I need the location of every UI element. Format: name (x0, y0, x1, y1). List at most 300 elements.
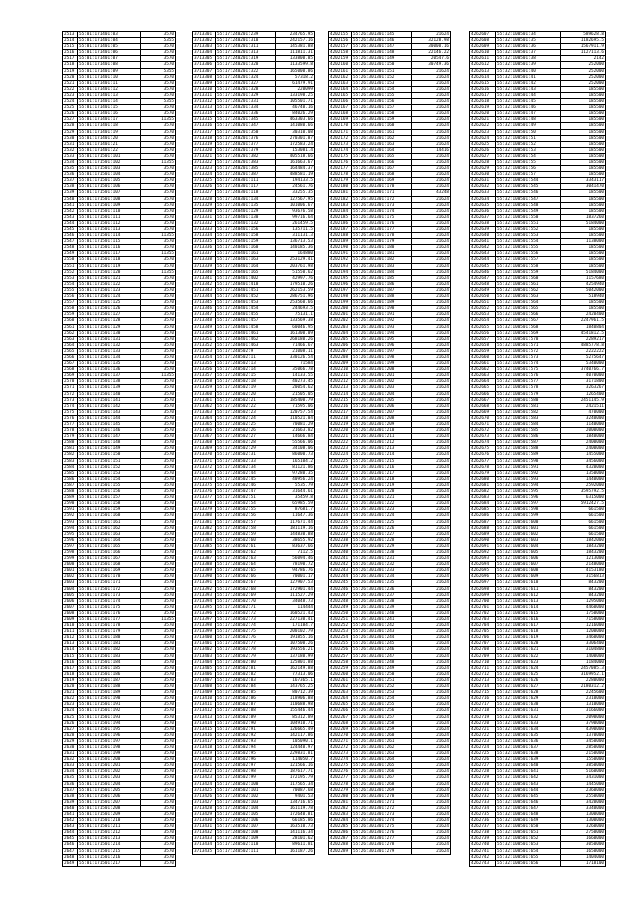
cadastral-number-cell: 55:01:171501:152 (78, 464, 141, 470)
row-number-cell: 3713311 (193, 92, 216, 98)
value-cell: 104910.71 (276, 720, 315, 726)
table-row (193, 428, 315, 434)
cadastral-number-cell: 55:26:301301:263 (352, 751, 412, 757)
row-number-cell: 4262690 (470, 537, 496, 543)
table-row (193, 281, 315, 287)
row-number-cell: 4262740 (470, 842, 496, 848)
table-row (193, 409, 315, 415)
row-number-cell: 3713423 (193, 775, 216, 781)
cadastral-number-cell: 55:01:171501:129 (78, 324, 141, 330)
row-number-cell: 4202244 (329, 574, 352, 580)
cadastral-number-cell: 55:32:100501:654 (496, 848, 561, 854)
cadastral-number-cell: 55:32:100501:603 (496, 537, 561, 543)
row-number-cell: 4202222 (329, 440, 352, 446)
cadastral-number-cell: 55:17:240502:83 (216, 677, 276, 683)
value-cell: 21624 (412, 397, 451, 403)
value-cell: 3570 (141, 361, 176, 367)
row-number-cell: 2609 (63, 617, 78, 623)
cadastral-number-cell: 55:32:100501:56 (496, 166, 561, 172)
value-cell: 3570 (141, 549, 176, 555)
table-row (193, 617, 315, 623)
row-number-cell: 4202191 (329, 251, 352, 257)
cadastral-number-cell: 55:01:171401:16 (78, 111, 141, 117)
value-cell: 3570 (141, 665, 176, 671)
cadastral-number-cell: 55:17:240201:385 (216, 166, 276, 172)
cadastral-number-cell: 55:26:301301:211 (352, 434, 412, 440)
cadastral-number-cell: 55:17:240502:61 (216, 543, 276, 549)
table-row (193, 129, 315, 135)
row-number-cell: 2640 (63, 805, 78, 811)
table-row (193, 434, 315, 440)
row-number-cell: 2611 (63, 629, 78, 635)
table-column-4 (469, 31, 606, 867)
row-number-cell: 4262718 (470, 708, 496, 714)
cadastral-number-cell: 55:01:171501:157 (78, 495, 141, 501)
cadastral-number-cell: 55:01:171501:149 (78, 446, 141, 452)
row-number-cell: 4202165 (329, 92, 352, 98)
row-number-cell: 2598 (63, 549, 78, 555)
value-cell: 3570 (141, 543, 176, 549)
value-cell: 21624 (412, 763, 451, 769)
value-cell: 21624 (412, 647, 451, 653)
cadastral-number-cell: 55:26:301301:245 (352, 641, 412, 647)
cadastral-number-cell: 55:01:171401:21 (78, 141, 141, 147)
value-cell: 21624 (412, 233, 451, 239)
table-row (193, 531, 315, 537)
value-cell: 21624 (412, 531, 451, 537)
row-number-cell: 4262687 (470, 519, 496, 525)
row-number-cell: 2606 (63, 598, 78, 604)
value-cell: 3570 (141, 245, 176, 251)
value-cell: 268180.26 (276, 336, 315, 342)
cadastral-number-cell: 55:17:240502:109 (216, 836, 276, 842)
cadastral-number-cell: 55:01:171501:187 (78, 677, 141, 683)
cadastral-number-cell: 55:26:301301:217 (352, 470, 412, 476)
table-row (193, 385, 315, 391)
table-row (193, 105, 315, 111)
value-cell: 3570 (141, 141, 176, 147)
row-number-cell: 4202179 (329, 178, 352, 184)
cadastral-number-cell: 55:32:100501:639 (496, 757, 561, 763)
cadastral-number-cell: 55:26:301301:182 (352, 257, 412, 263)
row-number-cell: 4262629 (470, 166, 496, 172)
value-cell: 185500 (561, 147, 606, 153)
value-cell: 161187.26 (276, 848, 315, 854)
cadastral-number-cell: 55:01:171501:197 (78, 738, 141, 744)
cadastral-number-cell: 55:32:100501:34 (496, 32, 561, 38)
table-row (193, 373, 315, 379)
row-number-cell: 2577 (63, 422, 78, 428)
value-cell: 194133.5 (276, 178, 315, 184)
cadastral-number-cell: 55:32:100501:625 (496, 671, 561, 677)
row-number-cell: 3713391 (193, 580, 216, 586)
row-number-cell: 3713332 (193, 220, 216, 226)
cadastral-number-cell: 55:17:240502:64 (216, 562, 276, 568)
value-cell: 21624 (412, 294, 451, 300)
value-cell: 21624 (412, 677, 451, 683)
value-cell: 21624 (412, 415, 451, 421)
value-cell: 21624 (412, 769, 451, 775)
table-row (193, 623, 315, 629)
cadastral-number-cell: 55:26:301301:252 (352, 684, 412, 690)
table-row (193, 830, 315, 836)
row-number-cell: 4262697 (470, 580, 496, 586)
row-number-cell: 3713355 (193, 361, 216, 367)
row-number-cell: 4262625 (470, 141, 496, 147)
cadastral-number-cell: 55:01:171501:119 (78, 263, 141, 269)
value-cell: 21624 (412, 403, 451, 409)
row-number-cell: 3713396 (193, 610, 216, 616)
cadastral-number-cell: 55:32:100501:42 (496, 80, 561, 86)
cadastral-number-cell: 55:17:240201:382 (216, 153, 276, 159)
value-cell: 21624 (412, 354, 451, 360)
value-cell: 3570 (141, 336, 176, 342)
value-cell: 70087.68 (276, 787, 315, 793)
cadastral-number-cell: 55:32:100501:555 (496, 245, 561, 251)
row-number-cell: 3713365 (193, 422, 216, 428)
value-cell: 21624 (412, 482, 451, 488)
value-cell: 1350000 (561, 470, 606, 476)
row-number-cell: 4262609 (470, 44, 496, 50)
cadastral-number-cell: 55:26:301301:216 (352, 464, 412, 470)
value-cell: 133198.25 (276, 92, 315, 98)
row-number-cell: 2580 (63, 440, 78, 446)
value-cell: 21624 (412, 263, 451, 269)
cadastral-number-cell: 55:01:171501:141 (78, 397, 141, 403)
row-number-cell: 3713347 (193, 312, 216, 318)
value-cell: 330126.54 (276, 354, 315, 360)
value-cell: 3570 (141, 434, 176, 440)
cadastral-number-cell: 55:32:100501:582 (496, 409, 561, 415)
cadastral-number-cell: 55:32:100501:592 (496, 470, 561, 476)
row-number-cell: 4202255 (329, 641, 352, 647)
value-cell: 3570 (141, 696, 176, 702)
value-cell: 3570 (141, 330, 176, 336)
row-number-cell: 4262612 (470, 62, 496, 68)
value-cell: 1310000 (561, 702, 606, 708)
cadastral-number-cell: 55:26:301301:196 (352, 342, 412, 348)
value-cell: 185500 (561, 306, 606, 312)
cadastral-number-cell: 55:17:240201:329 (216, 92, 276, 98)
value-cell: 21624 (412, 324, 451, 330)
row-number-cell: 4262615 (470, 80, 496, 86)
cadastral-number-cell: 55:01:171401:12 (78, 86, 141, 92)
cadastral-number-cell: 55:26:301301:169 (352, 178, 412, 184)
cadastral-number-cell: 55:01:171501:144 (78, 415, 141, 421)
cadastral-number-cell: 55:17:240502:11 (216, 354, 276, 360)
cadastral-number-cell: 55:32:100501:642 (496, 775, 561, 781)
value-cell: 5912427.5 (561, 501, 606, 507)
cadastral-number-cell: 55:32:100501:43 (496, 86, 561, 92)
row-number-cell: 4202245 (329, 580, 352, 586)
cadastral-number-cell: 55:01:171501:140 (78, 391, 141, 397)
value-cell: 3456000 (561, 458, 606, 464)
row-number-cell: 4262742 (470, 854, 496, 860)
table-row (193, 738, 315, 744)
row-number-cell: 2642 (63, 818, 78, 824)
row-number-cell: 4262655 (470, 324, 496, 330)
table-row (193, 513, 315, 519)
table-row (193, 720, 315, 726)
cadastral-number-cell: 55:26:301301:224 (352, 513, 412, 519)
row-number-cell: 2590 (63, 501, 78, 507)
value-cell: 3570 (141, 586, 176, 592)
row-number-cell: 2592 (63, 513, 78, 519)
row-number-cell: 2548 (63, 245, 78, 251)
table-row (193, 147, 315, 153)
cadastral-number-cell: 55:32:100501:559 (496, 269, 561, 275)
value-cell: 21624 (412, 751, 451, 757)
cadastral-number-cell: 55:26:301301:215 (352, 458, 412, 464)
value-cell: 1660000 (561, 836, 606, 842)
row-number-cell: 2573 (63, 397, 78, 403)
table-row (193, 153, 315, 159)
row-number-cell: 4262696 (470, 574, 496, 580)
cadastral-number-cell: 55:32:100501:546 (496, 190, 561, 196)
row-number-cell: 3713304 (193, 50, 216, 56)
cadastral-number-cell: 55:26:301301:234 (352, 574, 412, 580)
table-row (193, 763, 315, 769)
cadastral-number-cell: 55:32:100501:548 (496, 202, 561, 208)
row-number-cell: 3713345 (193, 300, 216, 306)
cadastral-number-cell: 55:32:100501:583 (496, 415, 561, 421)
cadastral-number-cell: 55:01:171501:105 (78, 178, 141, 184)
row-number-cell: 3713351 (193, 336, 216, 342)
cadastral-number-cell: 55:01:171501:136 (78, 367, 141, 373)
value-cell: 203761.98 (276, 263, 315, 269)
cadastral-number-cell: 55:32:100501:35 (496, 38, 561, 44)
row-number-cell: 3713325 (193, 178, 216, 184)
cadastral-number-cell: 55:32:100501:646 (496, 799, 561, 805)
row-number-cell: 2546 (63, 233, 78, 239)
row-number-cell: 2591 (63, 507, 78, 513)
cadastral-number-cell: 55:26:301301:274 (352, 818, 412, 824)
value-cell: 3263267 (561, 385, 606, 391)
cadastral-number-cell: 55:26:301301:243 (352, 629, 412, 635)
row-number-cell: 3713313 (193, 105, 216, 111)
cadastral-number-cell: 55:17:240502:93 (216, 738, 276, 744)
row-number-cell: 4262652 (470, 306, 496, 312)
row-number-cell: 4262699 (470, 592, 496, 598)
row-number-cell: 4262672 (470, 428, 496, 434)
row-number-cell: 4202192 (329, 257, 352, 263)
row-number-cell: 4262639 (470, 227, 496, 233)
row-number-cell: 3713405 (193, 665, 216, 671)
row-number-cell: 2617 (63, 665, 78, 671)
value-cell: 21624 (412, 342, 451, 348)
cadastral-number-cell: 55:17:240502:70 (216, 598, 276, 604)
value-cell: 11355 (141, 251, 176, 257)
value-cell: 1138000 (561, 239, 606, 245)
cadastral-number-cell: 55:17:240401:451 (216, 287, 276, 293)
cadastral-number-cell: 55:01:171501:131 (78, 336, 141, 342)
table-row (329, 50, 451, 56)
row-number-cell: 2569 (63, 373, 78, 379)
cadastral-number-cell: 55:01:171501:122 (78, 281, 141, 287)
table-row (193, 227, 315, 233)
cadastral-number-cell: 55:32:100501:595 (496, 489, 561, 495)
row-number-cell: 4202233 (329, 507, 352, 513)
cadastral-number-cell: 55:17:240502:98 (216, 769, 276, 775)
cadastral-number-cell: 55:17:240301:135 (216, 202, 276, 208)
value-cell: 3570 (141, 501, 176, 507)
cadastral-number-cell: 55:01:171501:126 (78, 306, 141, 312)
value-cell: 11355 (141, 233, 176, 239)
row-number-cell: 4262621 (470, 117, 496, 123)
row-number-cell: 2532 (63, 147, 78, 153)
row-number-cell: 3713410 (193, 696, 216, 702)
row-number-cell: 4202266 (329, 708, 352, 714)
cadastral-number-cell: 55:32:100501:630 (496, 702, 561, 708)
row-number-cell: 4262736 (470, 818, 496, 824)
row-number-cell: 2533 (63, 153, 78, 159)
cadastral-number-cell: 55:17:240502:85 (216, 690, 276, 696)
cadastral-number-cell: 55:01:171401:14 (78, 99, 141, 105)
row-number-cell: 4202201 (329, 312, 352, 318)
cadastral-number-cell: 55:32:100501:645 (496, 793, 561, 799)
cadastral-number-cell: 55:26:301301:229 (352, 543, 412, 549)
cadastral-number-cell: 55:32:100501:641 (496, 769, 561, 775)
cadastral-number-cell: 55:01:171501:108 (78, 196, 141, 202)
row-number-cell: 3713337 (193, 251, 216, 257)
row-number-cell: 3713301 (193, 32, 216, 38)
cadastral-number-cell: 55:01:171501:117 (78, 251, 141, 257)
value-cell: 843200 (561, 592, 606, 598)
row-number-cell: 2607 (63, 604, 78, 610)
cadastral-number-cell: 55:32:100501:597 (496, 501, 561, 507)
row-number-cell: 2605 (63, 592, 78, 598)
value-cell: 3570 (141, 56, 176, 62)
row-number-cell: 4262668 (470, 403, 496, 409)
cadastral-number-cell: 55:32:100501:629 (496, 696, 561, 702)
cadastral-number-cell: 55:32:100501:600 (496, 519, 561, 525)
value-cell: 3570 (141, 732, 176, 738)
value-cell: 3570 (141, 306, 176, 312)
row-number-cell: 2585 (63, 470, 78, 476)
cadastral-number-cell: 55:32:100501:574 (496, 361, 561, 367)
cadastral-number-cell: 55:32:100501:37 (496, 50, 561, 56)
row-number-cell: 4202257 (329, 653, 352, 659)
cadastral-number-cell: 55:32:100501:598 (496, 507, 561, 513)
cadastral-number-cell: 55:01:171501:217 (78, 860, 141, 866)
row-number-cell: 3713322 (193, 159, 216, 165)
table-row (193, 647, 315, 653)
cadastral-number-cell: 55:17:240201:327 (216, 80, 276, 86)
cadastral-number-cell: 55:01:171501:167 (78, 556, 141, 562)
value-cell: 185500 (561, 105, 606, 111)
row-number-cell: 4202209 (329, 361, 352, 367)
value-cell: 185500 (561, 129, 606, 135)
value-cell: 34048.73 (276, 598, 315, 604)
cadastral-number-cell: 55:17:240502:62 (216, 549, 276, 555)
table-row (193, 172, 315, 178)
row-number-cell: 4262654 (470, 318, 496, 324)
table-row (193, 202, 315, 208)
value-cell: 1718100 (561, 860, 606, 866)
value-cell: 21624 (412, 592, 451, 598)
cadastral-number-cell: 55:32:100501:653 (496, 842, 561, 848)
value-cell: 134716.65 (276, 799, 315, 805)
cadastral-number-cell: 55:26:301301:223 (352, 507, 412, 513)
cadastral-number-cell: 55:26:301301:191 (352, 312, 412, 318)
row-number-cell: 2517 (63, 56, 78, 62)
row-number-cell: 4202156 (329, 38, 352, 44)
value-cell: 2000000 (561, 428, 606, 434)
cadastral-number-cell: 55:26:301301:190 (352, 306, 412, 312)
cadastral-number-cell: 55:01:171501:137 (78, 373, 141, 379)
table-row (193, 379, 315, 385)
row-number-cell: 4202206 (329, 342, 352, 348)
row-number-cell: 3713416 (193, 732, 216, 738)
row-number-cell: 3713411 (193, 702, 216, 708)
value-cell: 3570 (141, 720, 176, 726)
cadastral-number-cell: 55:32:100501:53 (496, 147, 561, 153)
table-row (193, 470, 315, 476)
value-cell: 161663.67 (276, 159, 315, 165)
row-number-cell: 3713380 (193, 513, 216, 519)
table-row (193, 543, 315, 549)
value-cell: 40956.24 (276, 476, 315, 482)
row-number-cell: 4202249 (329, 604, 352, 610)
row-number-cell: 3713321 (193, 153, 216, 159)
value-cell: 5355 (141, 68, 176, 74)
row-number-cell: 3713402 (193, 647, 216, 653)
cadastral-number-cell: 55:17:240201:383 (216, 159, 276, 165)
row-number-cell: 4262619 (470, 105, 496, 111)
row-number-cell: 4202262 (329, 684, 352, 690)
cadastral-number-cell: 55:26:301301:192 (352, 318, 412, 324)
value-cell: 3570 (141, 287, 176, 293)
value-cell: 2457085.3 (561, 665, 606, 671)
value-cell: 3570 (141, 476, 176, 482)
row-number-cell: 4202175 (329, 153, 352, 159)
cadastral-number-cell: 55:32:100501:615 (496, 610, 561, 616)
row-number-cell: 3713375 (193, 482, 216, 488)
value-cell: 2420400 (561, 312, 606, 318)
table-row (193, 842, 315, 848)
value-cell: 78190.72 (276, 562, 315, 568)
table-row (193, 458, 315, 464)
cadastral-number-cell: 55:26:301301:250 (352, 671, 412, 677)
value-cell: 1750000 (561, 610, 606, 616)
value-cell: 21624 (412, 543, 451, 549)
value-cell: 3570 (141, 440, 176, 446)
row-number-cell: 3713378 (193, 501, 216, 507)
cadastral-number-cell: 55:17:240201:350 (216, 129, 276, 135)
value-cell: 3570 (141, 190, 176, 196)
cadastral-number-cell: 55:32:100501:591 (496, 464, 561, 470)
row-number-cell: 4262728 (470, 769, 496, 775)
value-cell: 2142 (561, 56, 606, 62)
cadastral-number-cell: 55:32:100501:635 (496, 732, 561, 738)
value-cell: 38655.92 (276, 537, 315, 543)
value-cell: 3570 (141, 489, 176, 495)
value-cell: 140185.36 (276, 245, 315, 251)
cadastral-number-cell: 55:01:171401:18 (78, 123, 141, 129)
row-number-cell: 4262679 (470, 470, 496, 476)
row-number-cell: 2564 (63, 342, 78, 348)
table-row (193, 342, 315, 348)
row-number-cell: 2536 (63, 172, 78, 178)
cadastral-number-cell: 55:26:301301:148 (352, 50, 412, 56)
value-cell: 843200 (561, 586, 606, 592)
row-number-cell: 3713413 (193, 714, 216, 720)
row-number-cell: 3713369 (193, 446, 216, 452)
value-cell: 21624 (412, 799, 451, 805)
row-number-cell: 4202270 (329, 732, 352, 738)
row-number-cell: 4262720 (470, 720, 496, 726)
cadastral-number-cell: 55:32:100501:585 (496, 428, 561, 434)
